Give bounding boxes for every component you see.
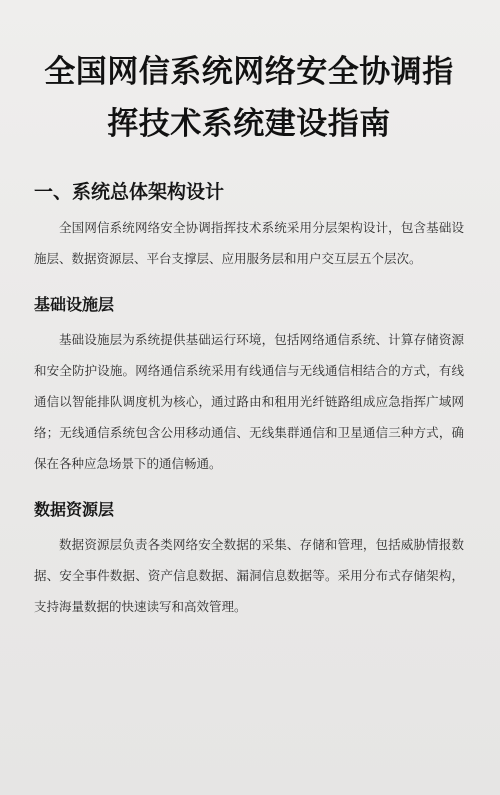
subsection-heading-data-resources: 数据资源层 bbox=[34, 500, 115, 519]
subsection-paragraph-data-resources: 数据资源层负责各类网络安全数据的采集、存储和管理，包括威胁情报数据、安全事件数据、资产信息数据、漏洞信息数据等。采用分布式存储架构，支持海量数据的快速读写和高效管理。 bbox=[34, 537, 464, 614]
document-title bbox=[34, 46, 464, 150]
subsection-paragraph-infrastructure: 基础设施层为系统提供基础运行环境，包括网络通信系统、计算存储资源和安全防护设施。网络通信系统采用有线通信与无线通信相结合的方式，有线通信以智能排队调度机为核心，通过路由和租用光纤链路组成应急指挥广域网络；无线通信系统包含公用移动通信、无线集群通信和卫星通信三种方式，确保在各种应急场景下的通信畅通。 bbox=[34, 332, 464, 471]
section-heading-architecture: 一、系统总体架构设计 bbox=[34, 181, 225, 203]
subsection-heading-infrastructure: 基础设施层 bbox=[34, 295, 115, 314]
section-paragraph-architecture: 全国网信系统网络安全协调指挥技术系统采用分层架构设计，包含基础设施层、数据资源层、平台支撑层、应用服务层和用户交互层五个层次。 bbox=[34, 220, 464, 266]
title-line-1: 全国网信系统网络安全协调指 bbox=[44, 54, 454, 90]
title-line-2: 挥技术系统建设指南 bbox=[107, 106, 391, 142]
